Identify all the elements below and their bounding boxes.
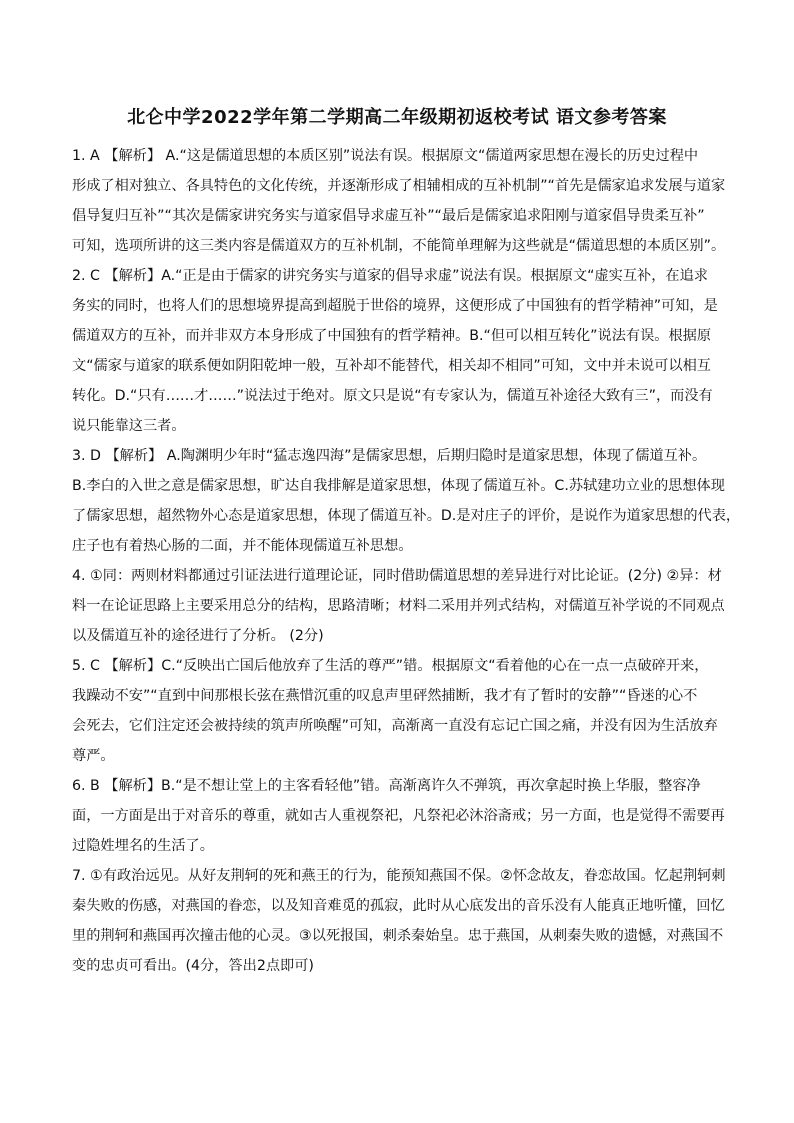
answer-line: 说只能靠这三者。 [72, 418, 186, 434]
answer-line: 1. A 【解析】 A.“这是儒道思想的本质区别”说法有误。根据原文“儒道两家思想在漫长的历史过程中 [72, 148, 699, 164]
answer-line: 转化。D.“只有……才……”说法过于绝对。原文只是说“有专家认为，儒道互补途径大致有三”，而没有 [72, 388, 713, 404]
answer-line: B.李白的入世之意是儒家思想，旷达自我排解是道家思想，体现了儒道互补。C.苏轼建功立业的思想体现 [72, 478, 725, 494]
answer-item-4 [72, 561, 732, 651]
answer-line: 变的忠贞可看出。(4分，答出2点即可) [72, 958, 314, 974]
answer-line: 5. C 【解析】C.“反映出亡国后他放弃了生活的尊严”错。根据原文“看着他的心在一点一点破碎开来， [72, 658, 709, 674]
answer-line: 3. D 【解析】 A.陶渊明少年时“猛志逸四海”是儒家思想，后期归隐时是道家思想，体现了儒道互补。 [72, 448, 707, 464]
answer-line: 秦失败的伤感，对燕国的眷恋，以及知音难觅的孤寂，此时从心底发出的音乐没有人能真正地听懂，回忆 [72, 898, 725, 914]
answer-line: 6. B 【解析】B.“是不想让堂上的主客看轻他”错。高渐离许久不弹筑，再次拿起时换上华服，整容净 [72, 778, 701, 794]
answer-line: 形成了相对独立、各具特色的文化传统，并逐渐形成了相辅相成的互补机制”“首先是儒家追求发展与道家 [72, 178, 726, 194]
answer-item-5 [72, 651, 732, 771]
answer-line: 文“儒家与道家的联系便如阴阳乾坤一般，互补却不能替代，相关却不相同”可知，文中并未说可以相互 [72, 358, 711, 374]
answer-line: 尊严。 [72, 748, 115, 764]
answer-item-6 [72, 771, 732, 861]
answer-list [72, 141, 741, 981]
answer-line: 料一在论证思路上主要采用总分的结构，思路清晰；材料二采用并列式结构，对儒道互补学说的不同观点 [72, 598, 725, 614]
answer-line: 7. ①有政治远见。从好友荆轲的死和燕王的行为，能预知燕国不保。②怀念故友，眷恋故国。忆起荆轲刺 [72, 868, 726, 884]
answer-line: 2. C 【解析】A.“正是由于儒家的讲究务实与道家的倡导求虚”说法有误。根据原文“虚实互补，在追求 [72, 268, 708, 284]
answer-line: 庄子也有着热心肠的二面，并不能体现儒道互补思想。 [72, 538, 413, 554]
answer-line: 以及儒道互补的途径进行了分析。 (2分) [72, 628, 324, 644]
answer-item-3 [72, 441, 741, 561]
answer-line: 我躁动不安”“直到中间那根长弦在燕惜沉重的叹息声里砰然捕断，我才有了暂时的安静”“昏迷的心不 [72, 688, 698, 704]
answer-line: 里的荆轲和燕国再次撞击他的心灵。③以死报国，刺杀秦始皇。忠于燕国，从刺秦失败的遗憾，对燕国不 [72, 928, 724, 944]
answer-line: 可知，选项所讲的这三类内容是儒道双方的互补机制，不能简单理解为这些就是“儒道思想的本质区别”。 [72, 238, 726, 254]
answer-item-7 [72, 861, 732, 981]
answer-item-2 [72, 261, 732, 441]
answer-line: 面，一方面是出于对音乐的尊重，就如古人重视祭祀，凡祭祀必沐浴斋戒；另一方面，也是觉得不需要再 [72, 808, 725, 824]
answer-line: 会死去，它们注定还会被持续的筑声所唤醒”可知，高渐离一直没有忘记亡国之痛，并没有因为生活放弃 [72, 718, 718, 734]
answer-line: 过隐姓埋名的生活了。 [72, 838, 214, 854]
answer-item-1 [72, 141, 732, 261]
page-title: 北仑中学2022学年第二学期高二年级期初返校考试 语文参考答案 [127, 107, 667, 128]
answer-line: 了儒家思想，超然物外心态是道家思想，体现了儒道互补。D.是对庄子的评价，是说作为道家思想的代表， [72, 508, 741, 524]
answer-line: 儒道双方的互补，而并非双方本身形成了中国独有的哲学精神。B.“但可以相互转化”说法有误。根据原 [72, 328, 712, 344]
answer-line: 倡导复归互补”“其次是儒家讲究务实与道家倡导求虚互补”“最后是儒家追求阳刚与道家倡导贵柔互补” [72, 208, 705, 224]
answer-line: 务实的同时，也将人们的思想境界提高到超脱于世俗的境界，这便形成了中国独有的哲学精神”可知，是 [72, 298, 718, 314]
answer-line: 4. ①同：两则材料都通过引证法进行道理论证，同时借助儒道思想的差异进行对比论证。(2分) ②异：材 [72, 568, 722, 584]
